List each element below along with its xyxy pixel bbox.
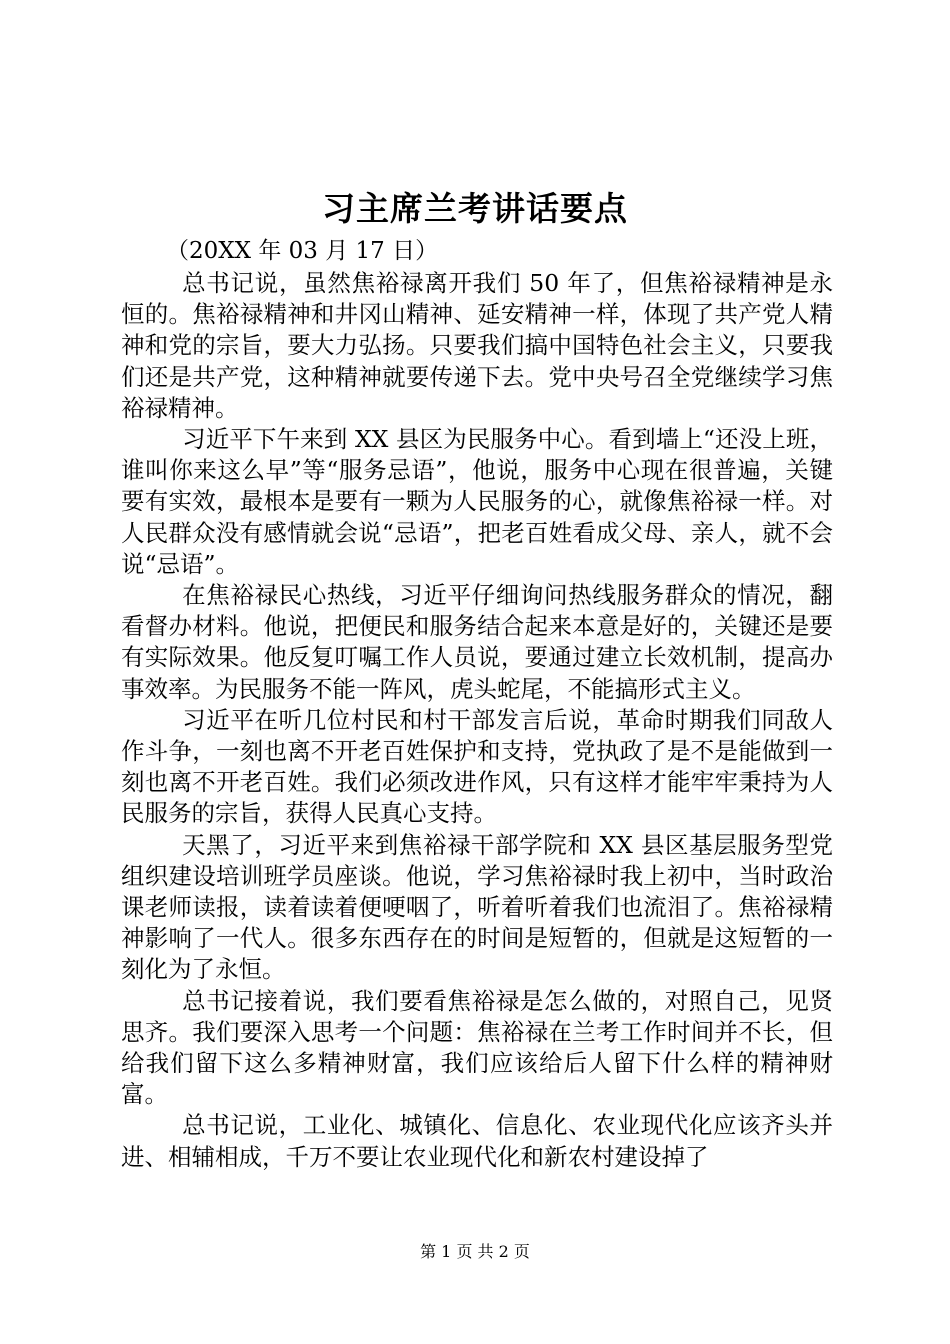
document-body — [121, 268, 833, 1173]
paragraph: 习近平下午来到 XX 县区为民服务中心。看到墙上“还没上班，谁叫你来这么早”等“服务忌语”，他说，服务中心现在很普遍，关键要有实效，最根本是要有一颗为人民服务的心，就像焦裕禄一样。对人民群众没有感情就会说“忌语”，把老百姓看成父母、亲人，就不会说“忌语”。 — [121, 425, 833, 578]
page-footer: 第 1 页 共 2 页 — [420, 1242, 530, 1261]
paragraph: 总书记接着说，我们要看焦裕禄是怎么做的，对照自己，见贤思齐。我们要深入思考一个问题：焦裕禄在兰考工作时间并不长，但给我们留下这么多精神财富，我们应该给后人留下什么样的精神财富。 — [121, 986, 833, 1109]
paragraph: 天黑了，习近平来到焦裕禄干部学院和 XX 县区基层服务型党组织建设培训班学员座谈。他说，学习焦裕禄时我上初中，当时政治课老师读报，读着读着便哽咽了，听着听着我们也流泪了。焦裕禄精神影响了一代人。很多东西存在的时间是短暂的，但就是这短暂的一刻化为了永恒。 — [121, 830, 833, 984]
document-title: 习主席兰考讲话要点 — [322, 189, 628, 228]
paragraph: 在焦裕禄民心热线，习近平仔细询问热线服务群众的情况，翻看督办材料。他说，把便民和服务结合起来本意是好的，关键还是要有实际效果。他反复叮嘱工作人员说，要通过建立长效机制，提高办事效率。为民服务不能一阵风，虎头蛇尾，不能搞形式主义。 — [121, 581, 833, 703]
document-date: （20XX 年 03 月 17 日） — [166, 238, 439, 264]
paragraph: 习近平在听几位村民和村干部发言后说，革命时期我们同敌人作斗争，一刻也离不开老百姓保护和支持，党执政了是不是能做到一刻也离不开老百姓。我们必须改进作风，只有这样才能牢牢秉持为人民服务的宗旨，获得人民真心支持。 — [121, 705, 833, 828]
paragraph: 总书记说，虽然焦裕禄离开我们 50 年了，但焦裕禄精神是永恒的。焦裕禄精神和井冈山精神、延安精神一样，体现了共产党人精神和党的宗旨，要大力弘扬。只要我们搞中国特色社会主义，只要我们还是共产党，这种精神就要传递下去。党中央号召全党继续学习焦裕禄精神。 — [121, 269, 833, 422]
paragraph: 总书记说，工业化、城镇化、信息化、农业现代化应该齐头并进、相辅相成，千万不要让农业现代化和新农村建设掉了 — [121, 1111, 833, 1171]
